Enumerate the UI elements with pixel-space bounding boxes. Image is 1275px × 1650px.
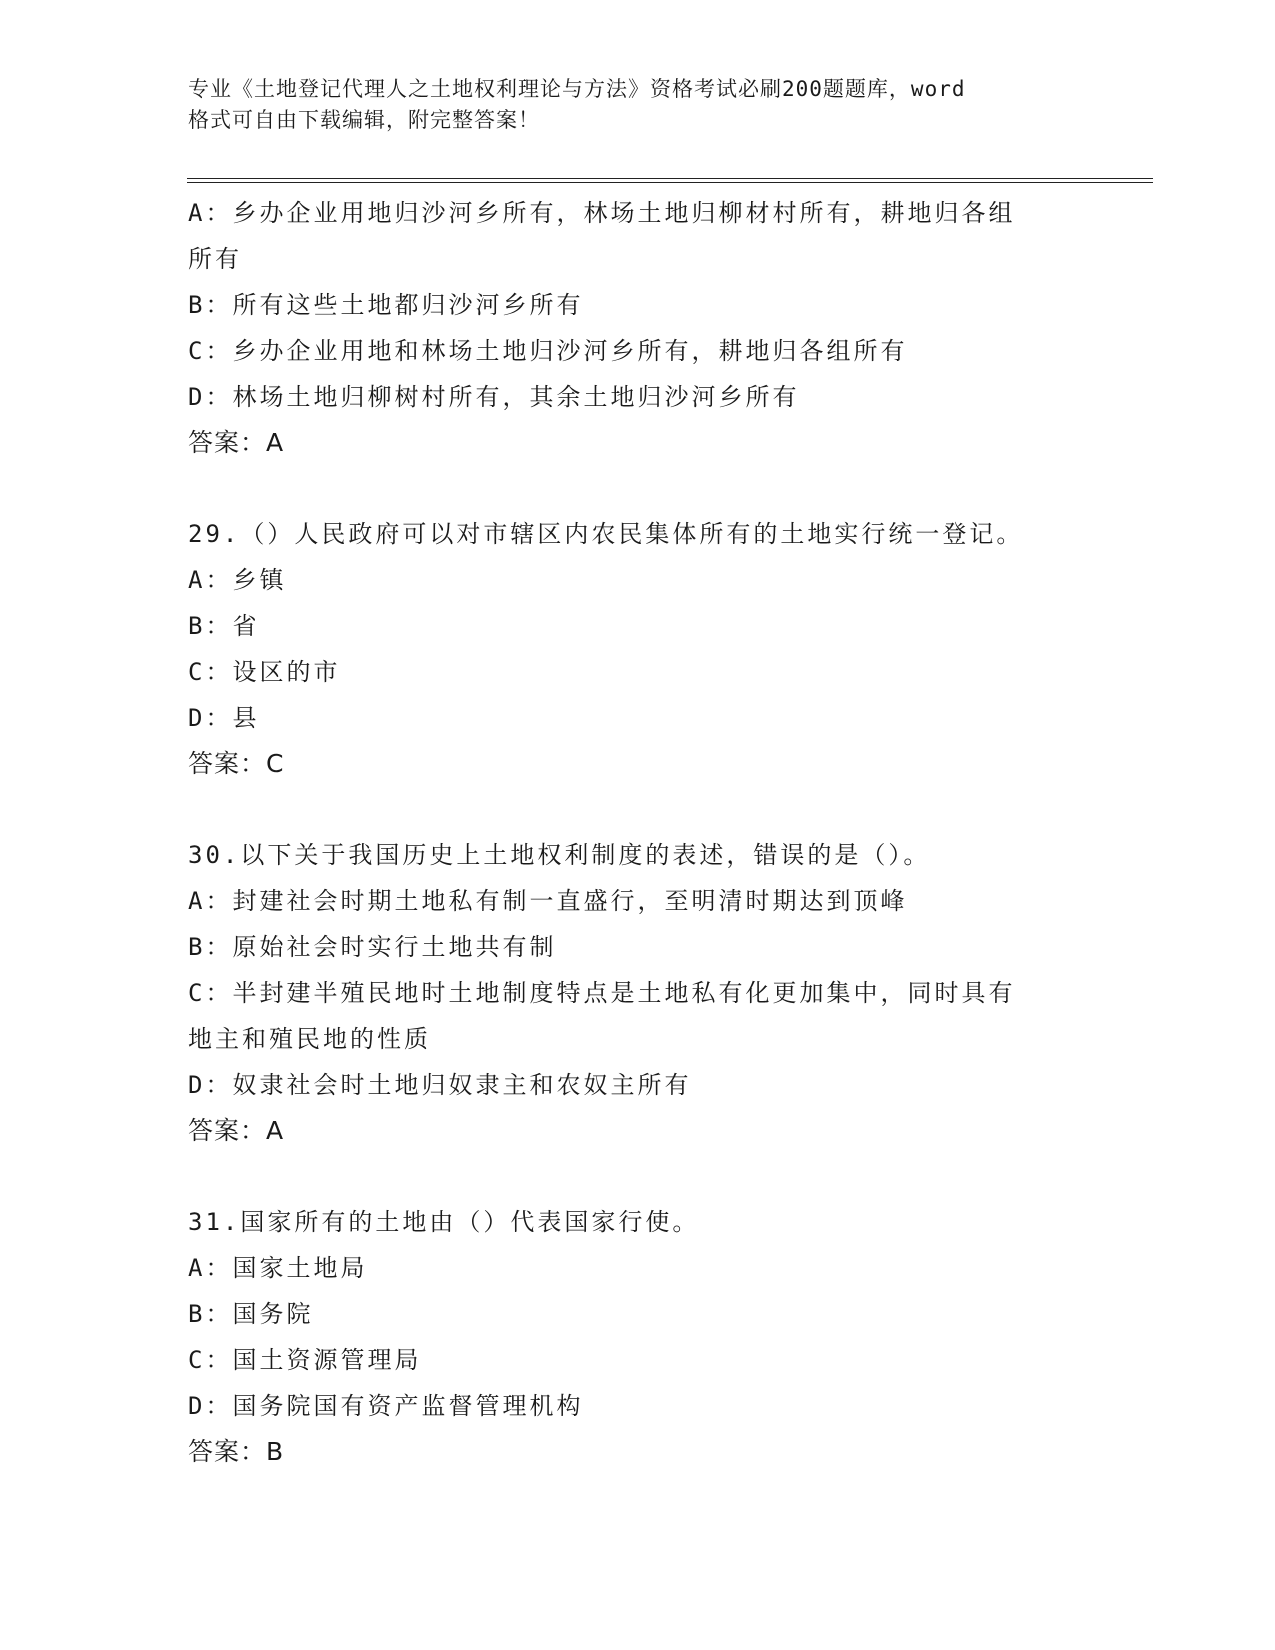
answer-line: 答案：A [188,428,285,457]
question-text: 30.以下关于我国历史上土地权利制度的表述，错误的是（）。 [188,841,931,869]
question-spacer [188,466,1088,511]
question-block-29 [188,511,1088,787]
question-text: 31.国家所有的土地由（）代表国家行使。 [188,1208,700,1236]
option-b: B：省 [188,612,260,640]
header-title-line1: 专业《土地登记代理人之土地权利理论与方法》资格考试必刷200题题库，word [188,77,966,101]
question-list [188,190,1088,1475]
answer-line: 答案：C [188,749,285,778]
header-divider-bottom [187,182,1153,183]
question-spacer [188,1154,1088,1199]
header-title-line2: 格式可自由下载编辑，附完整答案！ [188,108,540,132]
option-c: C：设区的市 [188,658,341,686]
option-d: D：林场土地归柳树村所有，其余土地归沙河乡所有 [188,383,800,411]
option-d: D：国务院国有资产监督管理机构 [188,1392,584,1420]
question-spacer [188,787,1088,832]
option-c-line1: C：半封建半殖民地时土地制度特点是土地私有化更加集中，同时具有 [188,979,1016,1007]
option-d: D：奴隶社会时土地归奴隶主和农奴主所有 [188,1071,692,1099]
question-block-28 [188,190,1088,466]
answer-line: 答案：B [188,1437,285,1466]
option-d: D：县 [188,704,260,732]
question-text: 29.（）人民政府可以对市辖区内农民集体所有的土地实行统一登记。 [188,520,1024,548]
option-c: C：国土资源管理局 [188,1346,422,1374]
option-a: A：封建社会时期土地私有制一直盛行，至明清时期达到顶峰 [188,887,908,915]
option-a: A：乡镇 [188,566,287,594]
option-a: A：国家土地局 [188,1254,368,1282]
option-a-line1: A：乡办企业用地归沙河乡所有，林场土地归柳材村所有，耕地归各组 [188,199,1016,227]
header-divider-top [187,178,1153,179]
option-b: B：原始社会时实行土地共有制 [188,933,557,961]
question-block-31 [188,1199,1088,1475]
option-c-line2: 地主和殖民地的性质 [188,1025,431,1053]
option-b: B：所有这些土地都归沙河乡所有 [188,291,584,319]
question-block-30 [188,832,1088,1154]
answer-line: 答案：A [188,1116,285,1145]
option-c: C：乡办企业用地和林场土地归沙河乡所有，耕地归各组所有 [188,337,908,365]
document-header [188,74,1068,136]
option-a-line2: 所有 [188,245,242,273]
option-b: B：国务院 [188,1300,314,1328]
